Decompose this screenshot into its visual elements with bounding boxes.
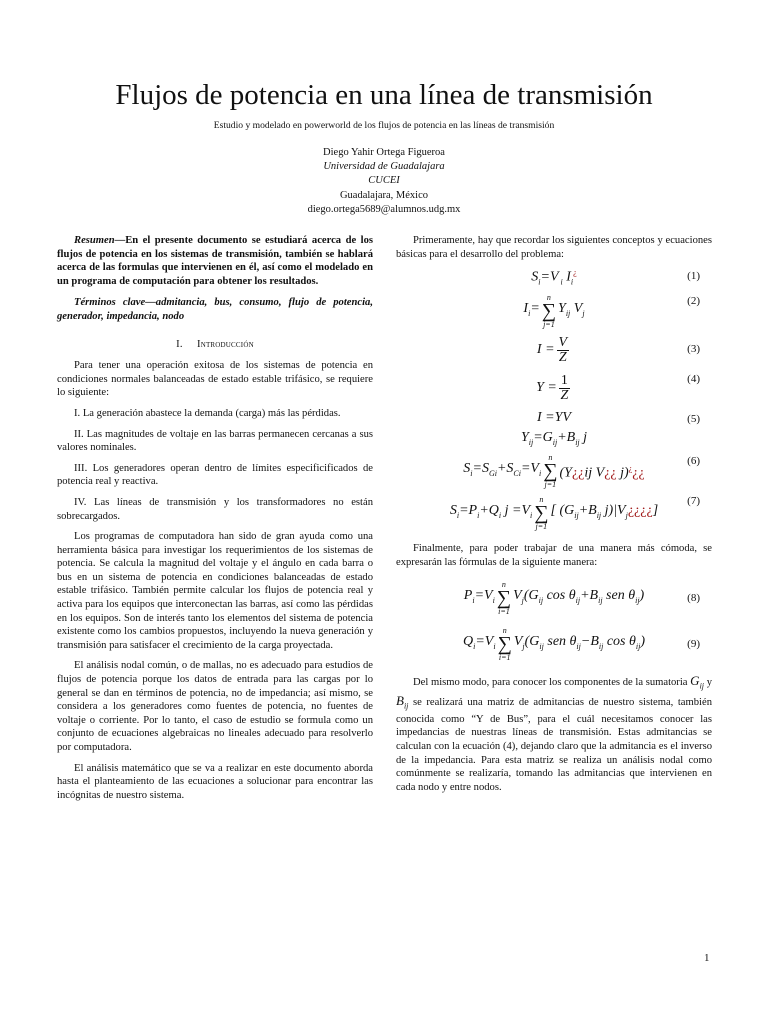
paragraph: Primeramente, hay que recordar los siguientes conceptos y ecuaciones básicas para el desarrollo del problema: [396, 235, 712, 260]
equation-2: $I_i=$ n ∑ j=1 $Y_{ij}$ $V_j$ (2) [523, 293, 700, 330]
equation-3: I = $\frac{V}{Z}$ (3) [536, 334, 700, 365]
equation-number: (7) [687, 495, 700, 508]
equation-4: Y = $\frac{1}{Z}$ (4) [536, 372, 700, 403]
equation-number: (6) [687, 455, 700, 468]
paragraph: El análisis matemático que se va a realizar en este documento aborda hasta el planteamiento de las ecuaciones a solucionar para encontrar las incógnitas de nuestro sistema. [57, 762, 373, 801]
author-block [0, 146, 768, 217]
paragraph: Del mismo modo, para conocer los componentes de la sumatoria $G_{ij}$ y $B_{ij}$ se realizará una matriz de admitancias de nuestro sistema, también conocida como “Y de Bus”, para el cuál necesitamos conocer las impedancias de nuestras líneas de transmisión. Estas admitancias se calculan con la ecuación (4), dejando claro que la admitancia es el inverso de la impedancia. Para esta matriz se realiza un análisis nodal como comúnmente se realizaría, tomando las admitancias que intervienen en cada nodo y entre nodos. [396, 673, 712, 793]
author-campus: CUCEI [368, 175, 400, 187]
paragraph: Finalmente, para poder trabajar de una manera más cómoda, se expresarán las fórmulas de la siguiente manera: [396, 543, 712, 568]
author-name: Diego Yahir Ortega Figueroa [323, 147, 445, 158]
abstract [57, 234, 373, 288]
equation-number: (9) [687, 637, 700, 650]
paragraph-part: se realizará una matriz de admitancias de nuestro sistema, también conocida como “Y de Bus”, para el cuál necesitamos conocer las impedancias de nuestras líneas de transmisión. Estas admitancias se calculan con la ecuación (4), dejando claro que la admitancia es el inverso de la impedancia. Para esta matriz se realiza un análisis nodal como comúnmente se realizaría, tomando las admitancias que intervienen en cada nodo y entre nodos. [396, 696, 712, 793]
requirement-item: IV. Las líneas de transmisión y los transformadores no están sobrecargados. [57, 496, 373, 522]
abstract-text: —En el presente documento se estudiará acerca de los flujos de potencia en los sistemas de transmisión, también se hablará acerca de las formulas que intervienen en él, así como el modelado en un programa de computación para obtener los resultados. [57, 235, 373, 287]
right-column [396, 234, 712, 794]
keywords-label: Términos clave [74, 297, 146, 309]
author-email: diego.ortega5689@alumnos.udg.mx [307, 203, 461, 215]
author-city: Guadalajara, México [339, 189, 429, 201]
equation-number: (2) [687, 295, 700, 308]
requirement-item: III. Los generadores operan dentro de límites especificificados de potencia real y reactiva. [57, 462, 373, 488]
keywords [57, 296, 373, 323]
equation-admittance: $Y_{ij}=G_{ij}+B_{ij}$ j [520, 429, 588, 447]
paragraph: Para tener una operación exitosa de los sistemas de potencia en condiciones normales balanceadas de estado estable trifásico, se requiere lo siguiente: [57, 360, 373, 399]
equation-8: $P_i=V_i$ n ∑ i=1 $V_j(G_{ij}$ $\cos \theta_{ij}+B_{ij}$ sen $\theta_{ij}$) (8) [463, 580, 700, 617]
requirement-item: I. La generación abastece la demanda (carga) más las pérdidas. [74, 407, 341, 419]
paper-title: Flujos de potencia en una línea de transmisión [115, 79, 653, 111]
abstract-label: Resumen [74, 235, 115, 246]
section-heading [57, 338, 373, 352]
equation-number: (4) [687, 373, 700, 386]
section-numeral: I. [176, 338, 183, 350]
equation-number: (5) [687, 413, 700, 426]
section-title: Introducción [196, 338, 254, 350]
keywords-text: —admitancia, bus, consumo, flujo de potencia, generador, impedancia, nodo [57, 297, 373, 322]
author-university: Universidad de Guadalajara [323, 161, 445, 173]
equation-number: (8) [687, 591, 700, 604]
paragraph: El análisis nodal común, o de mallas, no es adecuado para estudios de flujos de potencia porque los datos de entrada para las cargas por lo general se dan en términos de potencia, no de impedancia; así mismo, se considera a los generadores como fuentes de potencia, no fuentes de voltaje o corriente. Por lo tanto, el caso de estudio se formula como un conjunto de ecuaciones algebraicas no lineales adecuado para resolverlo por computadora. [57, 660, 373, 753]
paragraph-part: Del mismo modo, para conocer los componentes de la sumatoria [413, 677, 691, 689]
equation-6: $S_i=S_{Gi}+S_{Ci}=V_i$ n ∑ j=1 (Y¿¿ij V¿¿ j)¿¿¿ (6) [463, 453, 700, 490]
equation-5: I =YV (5) [537, 410, 700, 426]
left-column [57, 234, 373, 802]
paragraph: Los programas de computadora han sido de gran ayuda como una herramienta básica para investigar los requerimientos de los sistemas de potencia. Se calcula la magnitud del voltaje y el ángulo en cada barra o bus en un sistema de potencia en condiciones balanceadas de estado estable trifásico. También permite calcular los flujos de potencia real y activa para los equipos que interconectan las barras, así como las pérdidas en los equipos. Son de interés tanto los elementos del sistema de potencia existente como los cambios propuestos, incluyendo la nueva generación y transmisión para satisfacer el crecimiento de la carga proyectada. [57, 531, 373, 651]
equation-1: $S_i=V$ $_i$ $I_i^¿$ (1) [531, 267, 700, 287]
page-number: 1 [704, 952, 710, 964]
paper-subtitle: Estudio y modelado en powerworld de los flujos de potencia en las líneas de transmisión [213, 120, 555, 131]
equation-7: $S_i=P_i+Q_i$ $j =V_i$ n ∑ j=1 [ ($G_{ij}+B_{ij}$ $j)|V_j¿¿¿¿$] (7) [449, 495, 700, 532]
equation-number: (1) [687, 270, 700, 283]
equation-number: (3) [687, 343, 700, 356]
requirement-item: II. Las magnitudes de voltaje en las barras permanecen cercanas a sus valores nominales. [57, 428, 373, 454]
equation-9: $Q_i=V_i$ n ∑ i=1 $V_j(G_{ij}$ sen $\theta_{ij}-B_{ij}$ $\cos \theta_{ij}$) (9) [462, 626, 700, 663]
